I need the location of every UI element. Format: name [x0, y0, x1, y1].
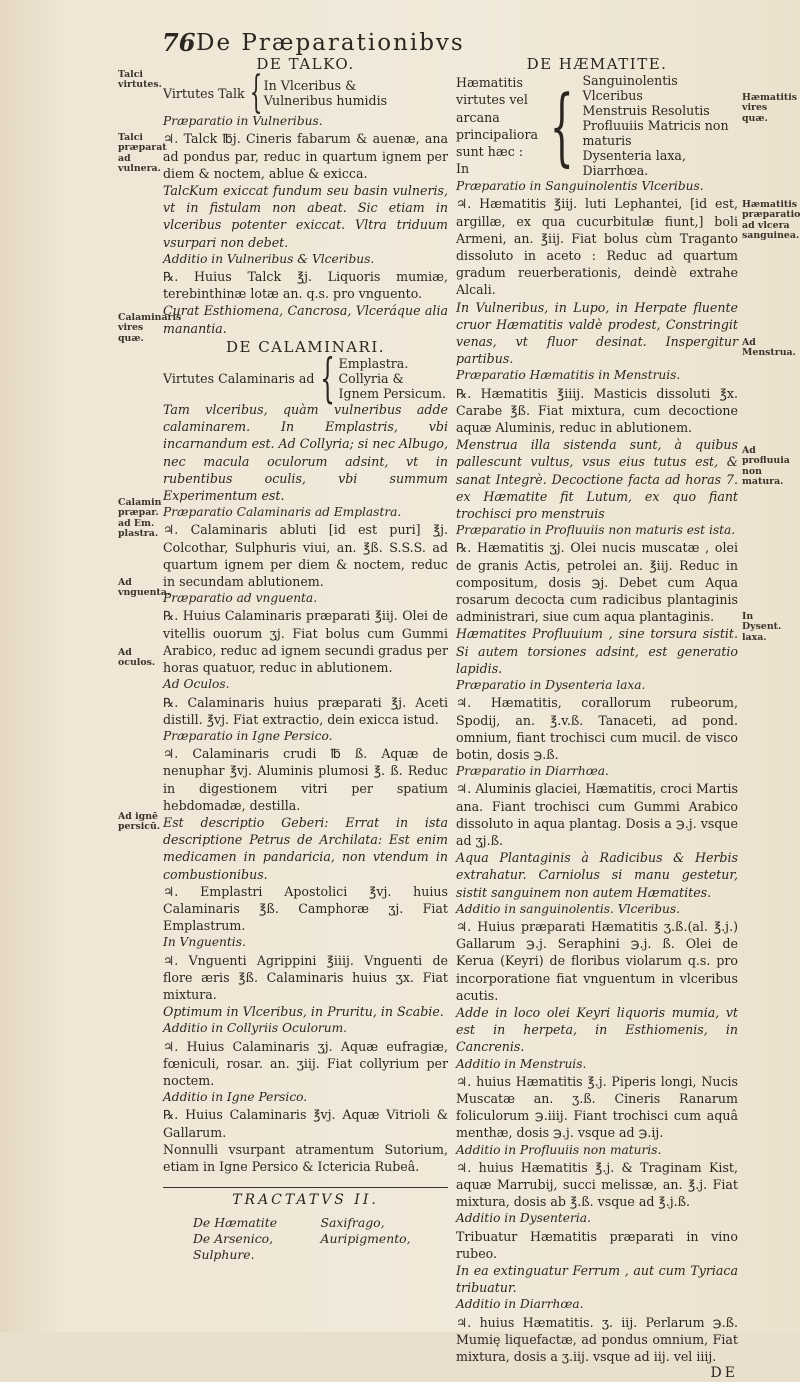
subject-item: Sulphure. [193, 1247, 255, 1263]
talc-text [163, 113, 448, 337]
recipe-paragraph: ♃. Calaminaris crudi ℔ ß. Aquæ de nenuphar ℥vj. Aluminis plumosi ℥. ß. Reduc in digestionem vitri per spatium hebdomadæ, destilla. [163, 746, 448, 813]
virtus-item: Menstruis Resolutis [582, 103, 710, 119]
recipe-paragraph: Nonnulli vsurpant atramentum Sutorium, etiam in Igne Persico & Ictericia Rubeâ. [163, 1141, 448, 1174]
subject-item: De Arsenico, [193, 1231, 274, 1247]
section-subheading: Præparatio Calaminaris ad Emplastra. [163, 505, 402, 520]
margin-note-left: Talci virtutes. [118, 69, 162, 91]
margin-note-left: Ad ignē persicū. [118, 811, 161, 833]
right-column [456, 56, 738, 1382]
recipe-paragraph: ♃. Hæmatitis ℥iij. luti Lephantei, [id est, argillæ, ex qua cucurbitulæ fiunt,] boli Armeni, an. ℥iij. Fiat bolus cùm Traganto dissoluto in aceto : Reduc ad quartum gradum reuerberationis, deindè extrahe Alcali. [456, 196, 738, 298]
virtutes-lead: Hæmatitis virtutes vel arcana principaliora sunt hæc : In [456, 75, 539, 177]
subject-item: De Hæmatite [193, 1215, 278, 1231]
recipe-paragraph: ♃. Hæmatitis, corallorum rubeorum, Spodij, an. ℥.v.ß. Tanaceti, ad pond. omnium, fiant trochisci cum mucil. de visco botin, dosis ℈.ß. [456, 695, 738, 762]
virtus-item: In Vlceribus & [263, 78, 357, 94]
section-subheading: In Vnguentis. [163, 935, 246, 950]
virtus-item: Collyria & [338, 371, 404, 387]
section-subheading: Additio in Dysenteria. [456, 1211, 591, 1226]
margin-note-right: Ad profluuia non matura. [742, 445, 790, 488]
virtus-item: Sanguinolentis Vlceribus [582, 73, 678, 104]
virtutes-list [339, 356, 447, 401]
brace-glyph: { [320, 348, 336, 409]
margin-note-right: Hæmatitis vires quæ. [742, 92, 798, 124]
tractatus-subjects [163, 1215, 448, 1263]
recipe-paragraph: ♃. Calaminaris abluti [id est puri] ℥j. Colcothar, Sulphuris viui, an. ℥ß. S.S.S. ad quartum ignem per diem & noctem, reduc in secundam ablutionem. [163, 522, 448, 590]
commentary-paragraph: Aqua Plantaginis à Radicibus & Herbis extrahatur. Carniolus si manu gestetur, sistit sanguinem non autem Hæmatites. [456, 850, 738, 900]
subject-item: Saxifrago, [320, 1215, 385, 1231]
commentary-paragraph: Adde in loco olei Keyri liquoris mumia, vt est in herpeta, in Esthiomenis, in Cancrenis. [456, 1004, 738, 1055]
recipe-paragraph: ♃. huius Hæmatitis ℥.j. & Traginam Kist, aquæ Marrubij, succi melissæ, an. ℥.j. Fiat mixtura, dosis ab ℥.ß. vsque ad ℥.j.ß. [456, 1159, 738, 1210]
virtutes-lead: Virtutes Calaminaris ad [163, 370, 315, 386]
section-subheading: Additio in sanguinolentis. Vlceribus. [456, 901, 681, 916]
commentary-paragraph: TalcKum exiccat fundum seu basin vulneris, vt in fistulam non abeat. Sic etiam in vlceribus potenter exiccat. Vltra triduum vsurpari non debet. [163, 183, 448, 250]
commentary-paragraph: Menstrua illa sistenda sunt, à quibus pallescunt vultus, vsus eius tutus est, & sanat Integrè. Decoctione facta ad horas 7. ex Hæmatite fit Lutum, ex quo fiant trochisci pro menstruis [456, 437, 738, 522]
virtus-item: Vulneribus humidis [263, 93, 388, 109]
section-subheading: Ad Oculos. [163, 677, 230, 692]
section-subheading: Additio in Collyriis Oculorum. [163, 1021, 348, 1036]
recipe-paragraph: Tribuatur Hæmatitis præparati in vino rubeo. [456, 1228, 738, 1261]
section-title-calaminaris: DE CALAMINARI. [225, 337, 386, 356]
recipe-paragraph: ♃. Vnguenti Agrippini ℥iiij. Vnguenti de flore æris ℥ß. Calaminaris huius ʒx. Fiat mixtura. [163, 952, 448, 1002]
margin-note-left: Calamin præpar. ad Em. plastra. [118, 497, 162, 540]
commentary-paragraph: Curat Esthiomena, Cancrosa, Vlceráque alia manantia. [163, 303, 448, 336]
recipe-paragraph: ♃. Huius Calaminaris ʒj. Aquæ eufragiæ, fœniculi, rosar. an. ʒiij. Fiat collyrium per noctem. [163, 1038, 448, 1088]
commentary-paragraph: In Vulneribus, in Lupo, in Herpate fluente cruor Hæmatitis valdè prodest, Constringit venas, vt fluor desinat. Inspergitur partibus. [456, 299, 738, 367]
brace-glyph: { [249, 67, 262, 119]
running-title: De Præparationibvs [196, 30, 465, 56]
section-divider [163, 1187, 448, 1188]
section-subheading: Præparatio in Dysenteria laxa. [456, 678, 646, 693]
margin-note-left: Talci præparat ad vulnera. [118, 132, 167, 175]
commentary-paragraph: In ea extinguatur Ferrum , aut cum Tyriaca tribuatur. [456, 1263, 738, 1296]
section-subheading: Præparatio Hæmatitis in Menstruis. [456, 368, 681, 383]
section-subheading: Præparatio in Diarrhœa. [456, 764, 609, 779]
recipe-paragraph: ℞. Huius Calaminaris ℥vj. Aquæ Vitrioli & Gallarum. [163, 1107, 448, 1140]
recipe-paragraph: ℞. Hæmatitis ℥iiij. Masticis dissoluti ℥x. Carabe ℥ß. Fiat mixtura, cum decoctione aquæ Aluminis, reduc in ablutionem. [456, 385, 738, 436]
recipe-paragraph: ℞. Huius Calaminaris præparati ℥iij. Olei de vitellis ouorum ʒj. Fiat bolus cum Gummi Arabico, reduc ad ignem secundi gradus per horas quatuor, reduc in ablutionem. [163, 608, 448, 676]
virtutes-list [582, 73, 738, 178]
commentary-paragraph: Tam vlceribus, quàm vulneribus adde calaminarem. In Emplastris, vbi incarnandum est. Ad Collyria; si nec Albugo, nec macula oculorum adsint, vt in rubentibus oculis, vbi summum Experimentum est. [163, 402, 448, 504]
margin-note-right: In Dysent. laxa. [742, 611, 782, 643]
virtus-item: Dysenteria laxa, Diarrhœa. [582, 148, 686, 179]
recipe-paragraph: ♃. huius Hæmatitis. ʒ. iij. Perlarum ℈.ß. Mumię liquefactæ, ad pondus omnium, Fiat mixtura, dosis a ʒ.iij. vsque ad iij. vel iiij. [456, 1314, 738, 1365]
left-column [163, 56, 448, 1263]
section-subheading: Præparatio ad vnguenta. [163, 591, 318, 606]
section-subheading: Additio in Menstruis. [456, 1056, 587, 1071]
virtutes-calaminaris [163, 348, 448, 409]
subject-item: Auripigmento, [320, 1231, 411, 1247]
haematite-text [456, 178, 738, 1365]
section-subheading: Additio in Vulneribus & Vlceribus. [163, 251, 375, 266]
margin-note-left: Ad oculos. [118, 647, 156, 669]
page-number: 76 [162, 28, 196, 57]
margin-note-left: Ad vnguenta. [118, 577, 171, 599]
virtutes-lead: Virtutes Talk [163, 85, 245, 101]
section-subheading: Præparatio in Vulneribus. [163, 114, 323, 129]
margin-note-right: Hæmatitis præparatio ad vlcera sanguinea. [742, 199, 800, 242]
virtutes-list [264, 78, 387, 108]
section-subheading: Præparatio in Sanguinolentis Vlceribus. [456, 179, 704, 194]
recipe-paragraph: ℞. Calaminaris huius præparati ℥j. Aceti distill. ℥vj. Fiat extractio, dein exicca istud. [163, 694, 448, 727]
commentary-paragraph: Hæmatites Profluuium , sine torsura sistit. Si autem torsiones adsint, est generatio lapidis. [456, 626, 738, 676]
section-subheading: Additio in Diarrhœa. [456, 1297, 584, 1312]
virtus-item: Ignem Persicum. [338, 386, 447, 402]
recipe-paragraph: ♃. Talck ℔j. Cineris fabarum & auenæ, ana ad pondus par, reduc in quartum ignem per diem & noctem, ablue & exicca. [163, 131, 448, 181]
tractatus-title: TRACTATVS II. [232, 1192, 379, 1209]
virtutes-haematitis [456, 73, 738, 178]
virtutes-talc [163, 67, 448, 119]
recipe-paragraph: ♃. Aluminis glaciei, Hæmatitis, croci Martis ana. Fiant trochisci cum Gummi Arabico dissoluto in aqua plantag. Dosis a ℈.j. vsque ad ʒj.ß. [456, 781, 738, 848]
recipe-paragraph: ℞. Hæmatitis ʒj. Olei nucis muscatæ , olei de granis Actis, petrolei an. ℥iij. Reduc in compositum, dosis ℈j. Debet cum Aqua rosarum decocta cum radicibus plantaginis administrari, siue cum aqua plantaginis. [456, 540, 738, 625]
margin-note-right: Ad Menstrua. [742, 337, 796, 359]
section-subheading: Præparatio in Igne Persico. [163, 728, 333, 743]
virtus-item: Profluuiis Matricis non maturis [582, 118, 729, 149]
virtus-item: Emplastra. [338, 356, 409, 372]
page-header [0, 28, 800, 58]
recipe-paragraph: ♃. Huius præparati Hæmatitis ʒ.ß.(al. ℥.j.) Gallarum ℈.j. Seraphini ℈.j. ß. Olei de Kerua (Keyri) de floribus violarum q.s. pro incorporatione fiat vnguentum in vlceribus acutis. [456, 918, 738, 1003]
commentary-paragraph: Est descriptio Geberi: Errat in ista descriptione Petrus de Archilata: Est enim medicamen in pandaricia, non vtendum in combustionibus. [163, 814, 448, 882]
section-subheading: Additio in Igne Persico. [163, 1090, 308, 1105]
calaminaris-text [163, 401, 448, 1175]
section-title-talc: DE TALKO. [256, 55, 355, 73]
margin-note-left: Calaminaris vires quæ. [118, 312, 182, 344]
section-subheading: Præparatio in Profluuiis non maturis est ista. [456, 523, 736, 538]
recipe-paragraph: ♃. Emplastri Apostolici ℥vj. huius Calaminaris ℥ß. Camphoræ ʒj. Fiat Emplastrum. [163, 883, 448, 934]
recipe-paragraph: ℞. Huius Talck ℥j. Liquoris mumiæ, terebinthinæ lotæ an. q.s. pro vnguento. [163, 269, 448, 302]
section-subheading: Additio in Profluuiis non maturis. [456, 1142, 662, 1157]
commentary-paragraph: Optimum in Vlceribus, in Pruritu, in Scabie. [163, 1004, 444, 1020]
recipe-paragraph: ♃. huius Hæmatitis ℥.j. Piperis longi, Nucis Muscatæ an. ʒ.ß. Cineris Ranarum foliculorum ℈.iiij. Fiant trochisci cum aquâ menthæ, dosis ℈.j. vsque ad ℈.ij. [456, 1073, 738, 1141]
catchword: DE [710, 1365, 738, 1382]
brace-glyph: { [549, 76, 574, 175]
section-title-haematite: DE HÆMATITE. [526, 55, 668, 73]
